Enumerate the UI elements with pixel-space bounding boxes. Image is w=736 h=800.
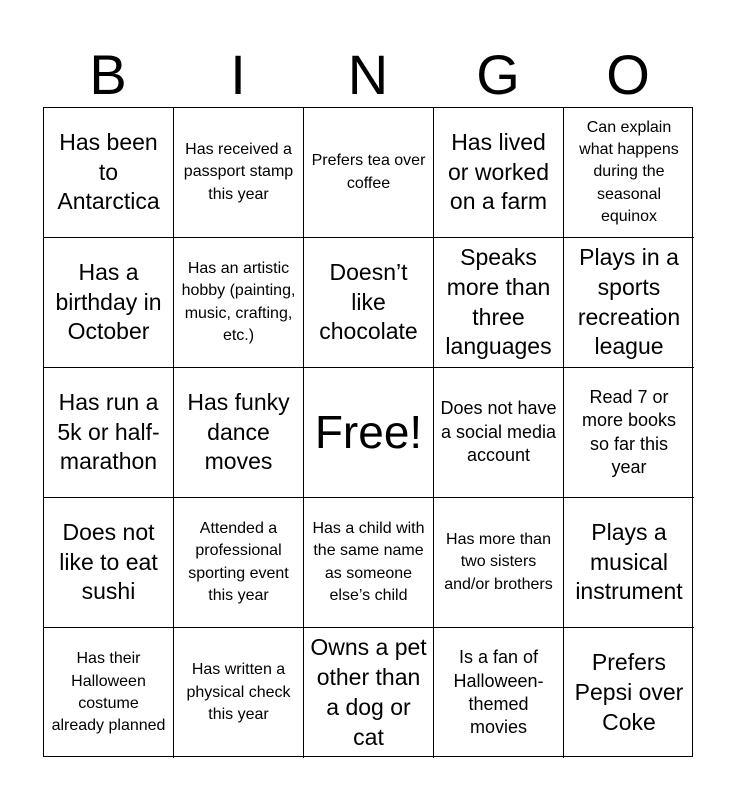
bingo-cell[interactable]: Has been to Antarctica — [44, 108, 174, 238]
bingo-cell[interactable]: Does not like to eat sushi — [44, 498, 174, 628]
header-letter-g: G — [476, 42, 520, 106]
bingo-cell[interactable]: Prefers tea over coffee — [304, 108, 434, 238]
bingo-cell[interactable]: Plays a musical instrument — [564, 498, 694, 628]
header-letter-b: B — [89, 42, 127, 106]
bingo-cell[interactable]: Has their Halloween costume already planned — [44, 628, 174, 758]
bingo-cell[interactable]: Doesn’t like chocolate — [304, 238, 434, 368]
bingo-cell[interactable]: Does not have a social media account — [434, 368, 564, 498]
header-letter-i: I — [230, 42, 246, 106]
bingo-cell[interactable]: Prefers Pepsi over Coke — [574, 649, 684, 735]
bingo-cell[interactable]: Has written a physical check this year — [174, 628, 304, 758]
bingo-cell[interactable]: Can explain what happens during the seasonal equinox — [564, 108, 694, 238]
bingo-cell[interactable]: Has received a passport stamp this year — [174, 108, 304, 238]
bingo-board — [43, 107, 693, 757]
bingo-cell[interactable]: Has funky dance moves — [174, 368, 304, 498]
bingo-header — [43, 40, 693, 108]
bingo-cell[interactable]: Has run a 5k or half-marathon — [44, 368, 174, 498]
bingo-cell[interactable]: Owns a pet other than a dog or cat — [304, 628, 434, 758]
bingo-cell[interactable]: Read 7 or more books so far this year — [564, 368, 694, 498]
bingo-cell[interactable]: Plays in a sports recreation league — [564, 238, 694, 368]
free-space-cell[interactable]: Free! — [304, 368, 434, 498]
bingo-cell[interactable]: Is a fan of Halloween-themed movies — [434, 628, 564, 758]
bingo-cell[interactable]: Has a birthday in October — [44, 238, 174, 368]
bingo-cell[interactable]: Has a child with the same name as someone else’s child — [304, 498, 434, 628]
bingo-cell[interactable]: Has more than two sisters and/or brothers — [434, 498, 564, 628]
bingo-cell[interactable]: Has an artistic hobby (painting, music, crafting, etc.) — [174, 238, 304, 368]
header-letter-o: O — [606, 42, 650, 106]
bingo-cell[interactable]: Speaks more than three languages — [434, 238, 564, 368]
bingo-cell[interactable]: Attended a professional sporting event this year — [174, 498, 304, 628]
header-letter-n: N — [347, 42, 389, 106]
bingo-cell[interactable]: Has lived or worked on a farm — [434, 108, 564, 238]
